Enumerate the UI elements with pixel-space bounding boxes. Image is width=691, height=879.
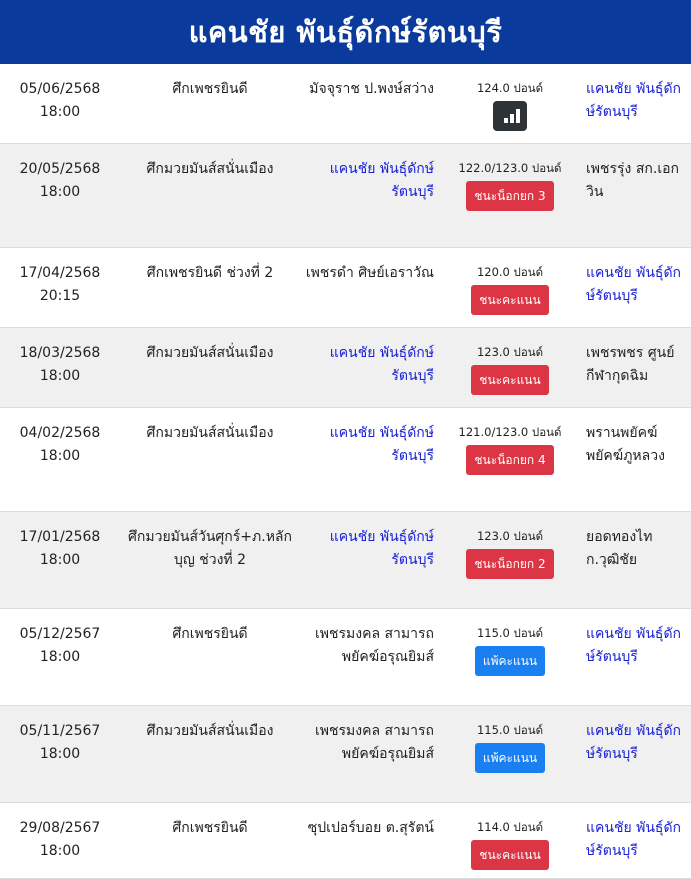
left-fighter-name: เพชรดำ ศิษย์เอราวัณ	[305, 265, 434, 281]
event-name-cell	[120, 144, 300, 247]
result-badge[interactable]: แพ้คะแนน	[475, 646, 545, 676]
result-cell	[440, 803, 580, 878]
result-cell	[440, 64, 580, 143]
bar-chart-icon[interactable]	[493, 101, 527, 131]
result-badge[interactable]: ชนะคะแนน	[471, 840, 548, 870]
fight-time: 18:00	[39, 104, 81, 120]
right-fighter-cell	[580, 144, 691, 247]
right-fighter-link[interactable]: แคนชัย พันธุ์ดักษ์รัตนบุรี	[586, 265, 682, 304]
left-fighter-name: เพชรมงคล สามารถพยัคฆ์อรุณยิมส์	[315, 723, 434, 762]
result-cell	[440, 248, 580, 327]
right-fighter-name: เพชรรุ่ง สก.เอกวิน	[586, 161, 679, 200]
left-fighter-cell	[300, 512, 440, 608]
event-name: ศึกเพชรยินดี	[172, 626, 248, 642]
left-fighter-cell	[300, 248, 440, 327]
right-fighter-name: เพชรพชร ศูนย์กีฬากุดฉิม	[586, 345, 675, 384]
fight-row	[0, 803, 691, 879]
left-fighter-name: เพชรมงคล สามารถพยัคฆ์อรุณยิมส์	[315, 626, 434, 665]
weight-label: 114.0 ปอนด์	[476, 820, 544, 834]
right-fighter-link[interactable]: แคนชัย พันธุ์ดักษ์รัตนบุรี	[586, 820, 682, 859]
right-fighter-cell	[580, 64, 691, 143]
bar-chart-icon-bar	[510, 114, 514, 123]
left-fighter-link[interactable]: แคนชัย พันธุ์ดักษ์รัตนบุรี	[329, 161, 434, 200]
right-fighter-cell	[580, 512, 691, 608]
fight-row	[0, 408, 691, 512]
bar-chart-icon-bar	[516, 109, 520, 123]
weight-label: 123.0 ปอนด์	[476, 529, 544, 543]
result-badge[interactable]: แพ้คะแนน	[475, 743, 545, 773]
fight-date-cell	[0, 248, 120, 327]
weight-label: 115.0 ปอนด์	[476, 723, 544, 737]
weight-label: 123.0 ปอนด์	[476, 345, 544, 359]
fight-date-cell	[0, 144, 120, 247]
left-fighter-cell	[300, 609, 440, 705]
right-fighter-name: ยอดทองไท ก.วุฒิชัย	[586, 529, 653, 568]
fight-date-cell	[0, 408, 120, 511]
fight-row	[0, 706, 691, 803]
fight-date: 05/11/2567	[19, 723, 101, 739]
event-name: ศึกมวยมันส์สนั่นเมือง	[146, 425, 274, 441]
result-badge[interactable]: ชนะคะแนน	[471, 365, 548, 395]
weight-label: 115.0 ปอนด์	[476, 626, 544, 640]
right-fighter-link[interactable]: แคนชัย พันธุ์ดักษ์รัตนบุรี	[586, 81, 682, 120]
right-fighter-cell	[580, 408, 691, 511]
left-fighter-name: ซุปเปอร์บอย ต.สุรัตน์	[307, 820, 434, 836]
event-name: ศึกเพชรยินดี ช่วงที่ 2	[146, 265, 274, 281]
result-cell	[440, 328, 580, 407]
result-cell	[440, 706, 580, 802]
weight-label: 124.0 ปอนด์	[476, 81, 544, 95]
right-fighter-cell	[580, 803, 691, 878]
result-cell	[440, 144, 580, 247]
fight-date: 29/08/2567	[19, 820, 101, 836]
fight-row	[0, 512, 691, 609]
left-fighter-link[interactable]: แคนชัย พันธุ์ดักษ์รัตนบุรี	[329, 529, 434, 568]
left-fighter-link[interactable]: แคนชัย พันธุ์ดักษ์รัตนบุรี	[329, 425, 434, 464]
page-title: แคนชัย พันธุ์ดักษ์รัตนบุรี	[188, 15, 503, 49]
fight-time: 20:15	[39, 288, 81, 304]
left-fighter-link[interactable]: แคนชัย พันธุ์ดักษ์รัตนบุรี	[329, 345, 434, 384]
event-name-cell	[120, 803, 300, 878]
right-fighter-cell	[580, 609, 691, 705]
fight-time: 18:00	[39, 184, 81, 200]
event-name-cell	[120, 706, 300, 802]
event-name: ศึกเพชรยินดี	[172, 820, 248, 836]
event-name-cell	[120, 512, 300, 608]
event-name: ศึกมวยมันส์วันศุกร์+ภ.หลักบุญ ช่วงที่ 2	[127, 529, 292, 568]
left-fighter-cell	[300, 144, 440, 247]
page-header	[0, 0, 691, 64]
left-fighter-cell	[300, 803, 440, 878]
event-name: ศึกมวยมันส์สนั่นเมือง	[146, 345, 274, 361]
fight-history-list	[0, 64, 691, 879]
fight-row	[0, 609, 691, 706]
left-fighter-cell	[300, 706, 440, 802]
right-fighter-link[interactable]: แคนชัย พันธุ์ดักษ์รัตนบุรี	[586, 723, 682, 762]
fight-row	[0, 144, 691, 248]
fight-date-cell	[0, 706, 120, 802]
right-fighter-cell	[580, 248, 691, 327]
fight-time: 18:00	[39, 746, 81, 762]
right-fighter-cell	[580, 706, 691, 802]
event-name: ศึกมวยมันส์สนั่นเมือง	[146, 723, 274, 739]
left-fighter-cell	[300, 328, 440, 407]
event-name: ศึกเพชรยินดี	[172, 81, 248, 97]
result-cell	[440, 408, 580, 511]
fight-date: 17/04/2568	[19, 265, 101, 281]
result-badge[interactable]: ชนะน็อกยก 3	[466, 181, 553, 211]
result-badge[interactable]: ชนะน็อกยก 2	[466, 549, 553, 579]
fight-date-cell	[0, 64, 120, 143]
weight-label: 121.0/123.0 ปอนด์	[458, 425, 562, 439]
fight-date: 17/01/2568	[19, 529, 101, 545]
right-fighter-cell	[580, 328, 691, 407]
result-cell	[440, 609, 580, 705]
fight-date: 20/05/2568	[19, 161, 101, 177]
fight-date: 18/03/2568	[19, 345, 101, 361]
bar-chart-icon-bar	[504, 118, 508, 123]
result-cell	[440, 512, 580, 608]
right-fighter-link[interactable]: แคนชัย พันธุ์ดักษ์รัตนบุรี	[586, 626, 682, 665]
event-name-cell	[120, 248, 300, 327]
fight-date: 05/12/2567	[19, 626, 101, 642]
result-badge[interactable]: ชนะคะแนน	[471, 285, 548, 315]
fight-date-cell	[0, 609, 120, 705]
fight-time: 18:00	[39, 552, 81, 568]
weight-label: 120.0 ปอนด์	[476, 265, 544, 279]
weight-label: 122.0/123.0 ปอนด์	[458, 161, 562, 175]
event-name-cell	[120, 328, 300, 407]
fight-date-cell	[0, 512, 120, 608]
fight-row	[0, 64, 691, 144]
fight-time: 18:00	[39, 368, 81, 384]
fight-time: 18:00	[39, 843, 81, 859]
fight-row	[0, 248, 691, 328]
fight-time: 18:00	[39, 649, 81, 665]
left-fighter-cell	[300, 408, 440, 511]
event-name-cell	[120, 408, 300, 511]
fight-date-cell	[0, 803, 120, 878]
fight-date: 05/06/2568	[19, 81, 101, 97]
event-name-cell	[120, 64, 300, 143]
event-name: ศึกมวยมันส์สนั่นเมือง	[146, 161, 274, 177]
fight-date: 04/02/2568	[19, 425, 101, 441]
fight-date-cell	[0, 328, 120, 407]
left-fighter-name: มัจจุราช ป.พงษ์สว่าง	[309, 81, 434, 97]
fight-row	[0, 328, 691, 408]
left-fighter-cell	[300, 64, 440, 143]
fight-time: 18:00	[39, 448, 81, 464]
event-name-cell	[120, 609, 300, 705]
right-fighter-name: พรานพยัคฆ์ พยัคฆ์ภูหลวง	[586, 425, 665, 464]
result-badge[interactable]: ชนะน็อกยก 4	[466, 445, 553, 475]
